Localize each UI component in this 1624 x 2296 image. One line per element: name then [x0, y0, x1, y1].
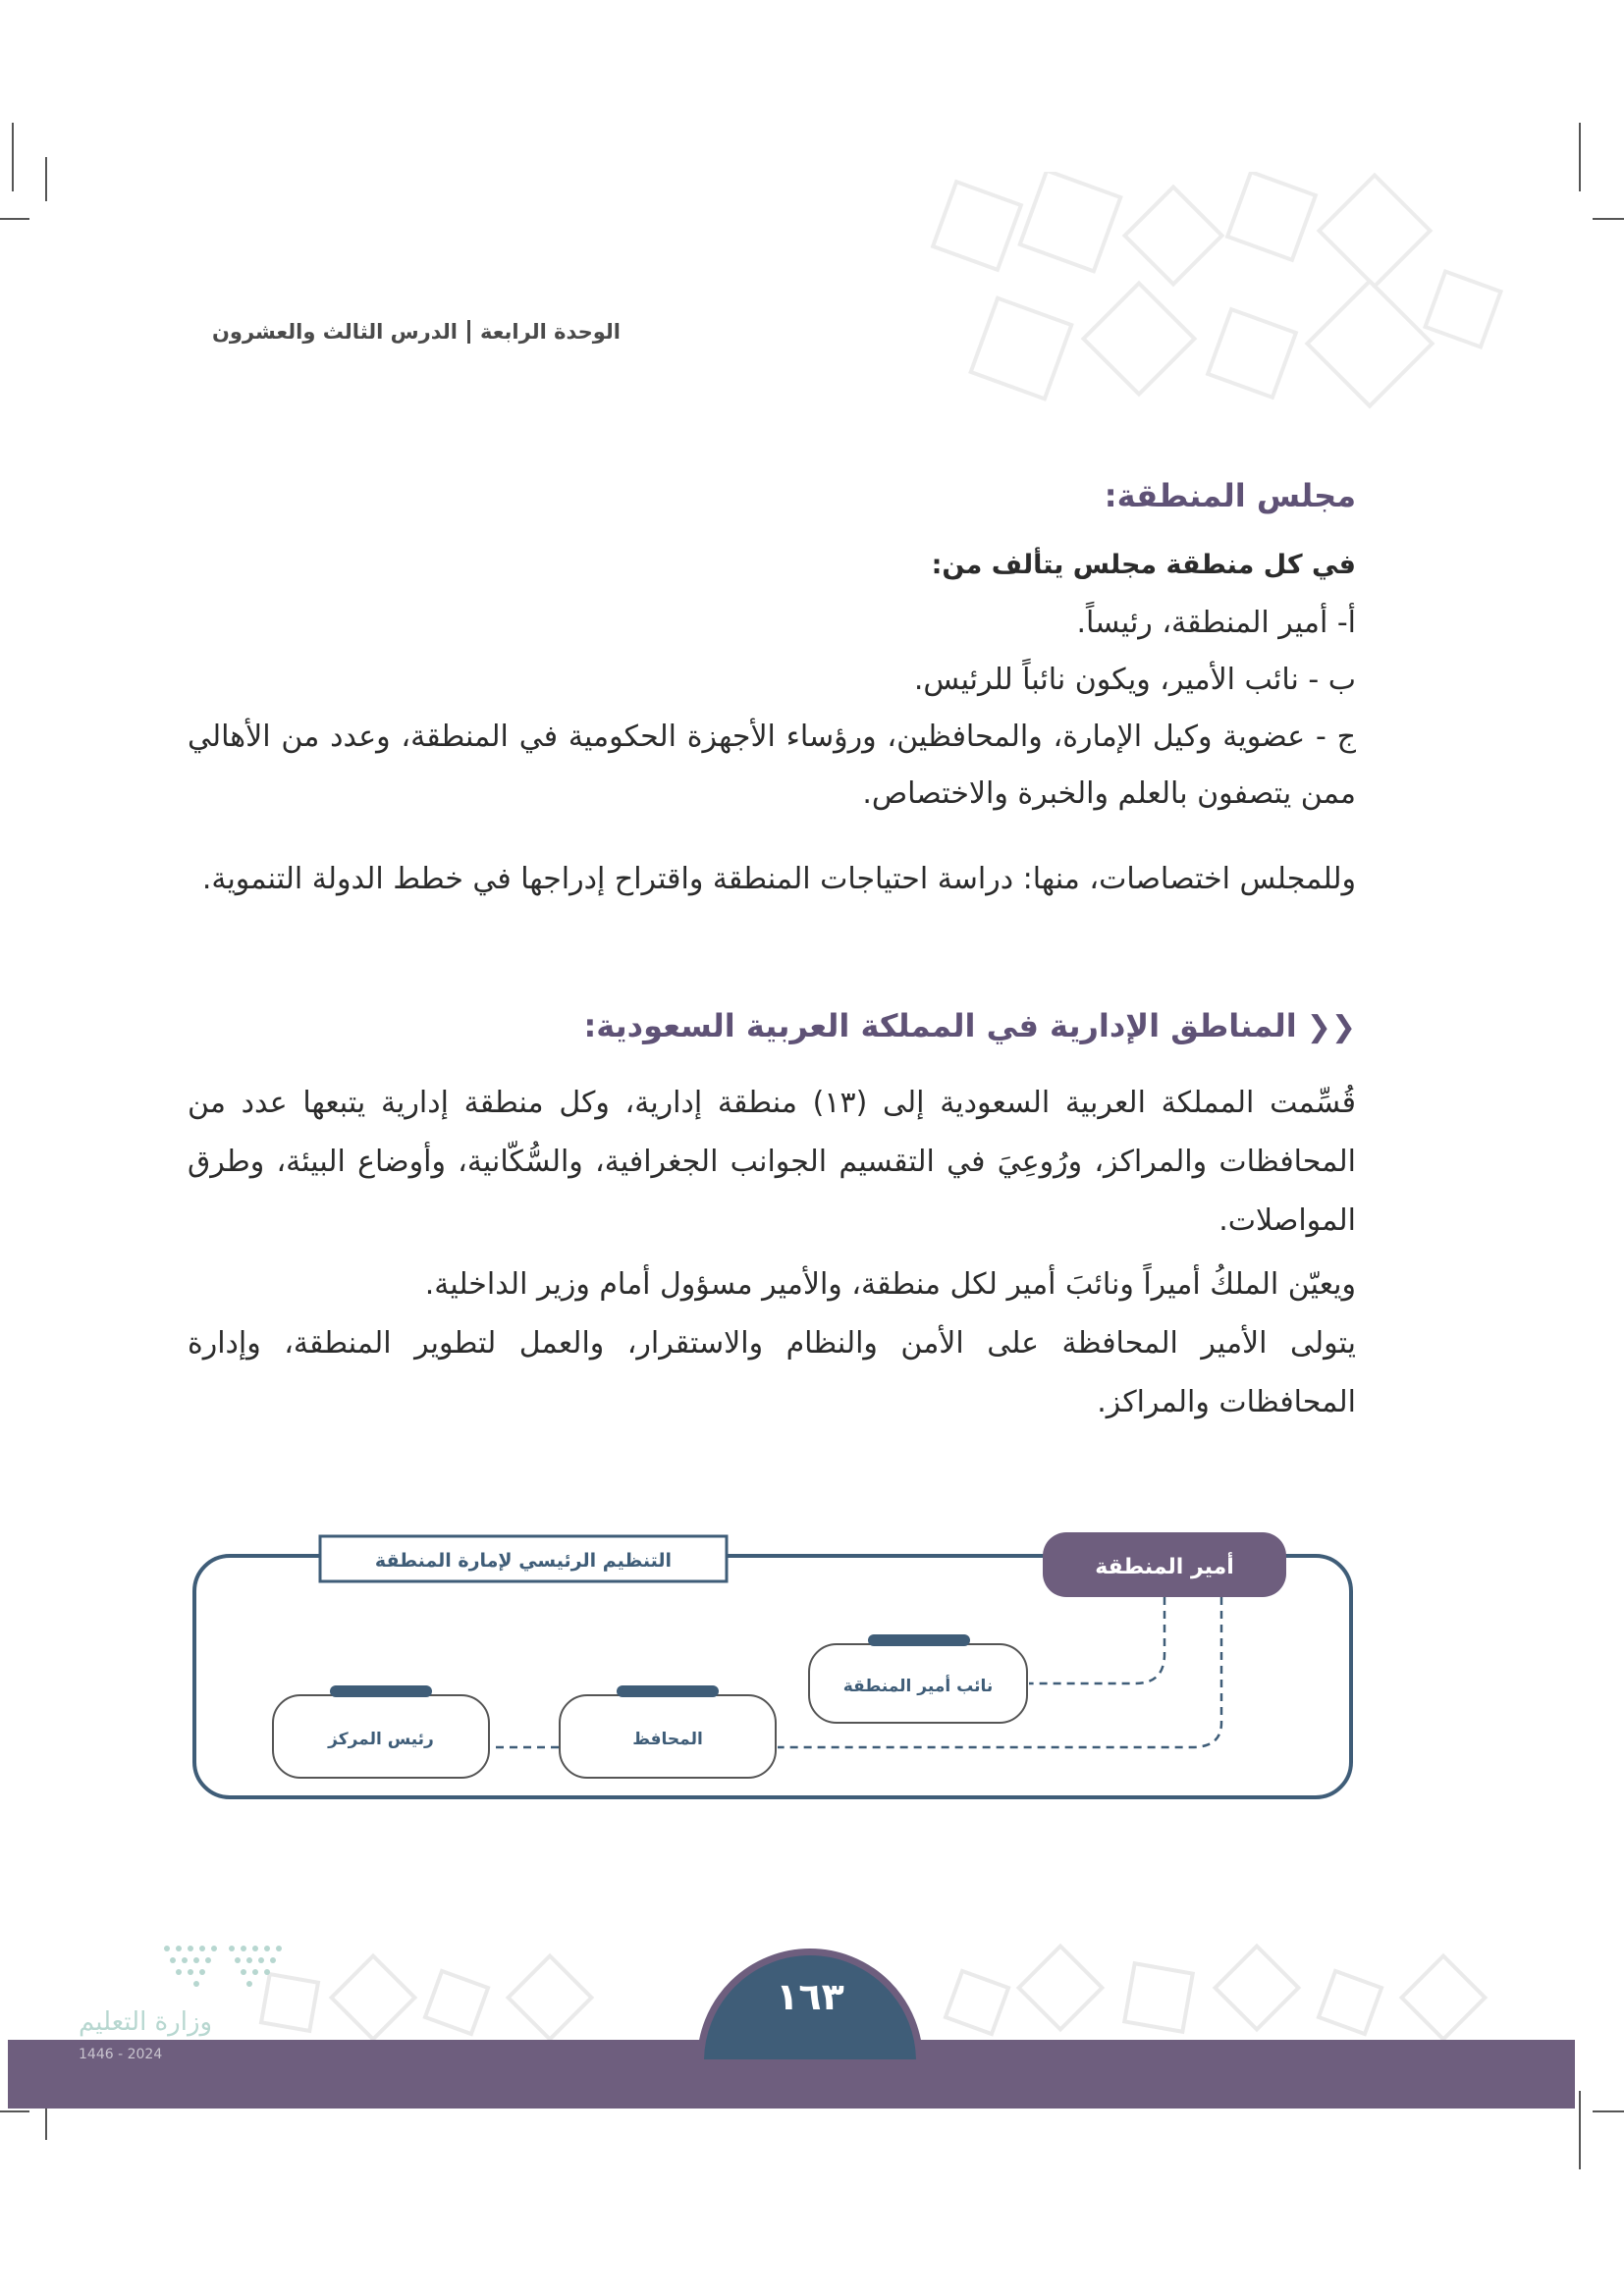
- deputy-label: نائب أمير المنطقة: [842, 1677, 994, 1696]
- regions-paragraph: ويعيّن الملكُ أميراً ونائبَ أمير لكل منطقة، والأمير مسؤول أمام وزير الداخلية.: [424, 1267, 1356, 1302]
- connector-deputy: [1029, 1597, 1164, 1683]
- ministry-year: 2024 - 1446: [79, 2047, 163, 2062]
- council-item-b: ب - نائب الأمير، ويكون نائباً للرئيس.: [913, 663, 1356, 697]
- ministry-dots-icon: [157, 1939, 295, 1998]
- crop-mark: [12, 123, 14, 191]
- double-chevron-icon: ❮❮: [1306, 1010, 1356, 1044]
- center-head-label: رئيس المركز: [328, 1730, 434, 1749]
- crop-mark: [1579, 123, 1581, 191]
- crop-mark: [1593, 218, 1624, 220]
- council-powers: وللمجلس اختصاصات، منها: دراسة احتياجات المنطقة واقتراح إدراجها في خطط الدولة التنموية.: [201, 862, 1356, 896]
- council-heading: مجلس المنطقة:: [1104, 477, 1356, 514]
- crop-mark: [45, 157, 47, 201]
- ministry-logo: [79, 1939, 295, 2086]
- decorative-pattern: [923, 172, 1512, 427]
- running-header: [189, 320, 621, 344]
- regions-paragraph: يتولى الأمير المحافظة على الأمن والنظام والاستقرار، والعمل لتطوير المنطقة، وإدارة المحافظات والمراكز.: [188, 1326, 1356, 1419]
- org-diagram: [190, 1526, 1355, 1801]
- header-separator: [467, 320, 470, 344]
- regions-paragraph: قُسِّمت المملكة العربية السعودية إلى (١٣) منطقة إدارية، وكل منطقة إدارية يتبعها عدد من المحافظات والمراكز، ورُوعِيَ في التقسيم الجوانب الجغرافية، والسُّكّانية، وأوضاع البيئة، وطرق المواصلات.: [188, 1086, 1357, 1238]
- top-node-label: أمير المنطقة: [1095, 1555, 1234, 1579]
- unit-label: الوحدة الرابعة: [479, 320, 621, 344]
- page-number: ١٦٣: [776, 1975, 844, 2018]
- council-intro: في كل منطقة مجلس يتألف من:: [931, 550, 1356, 580]
- center-head-tab: [330, 1685, 432, 1697]
- crop-mark: [1593, 2110, 1624, 2112]
- diagram-title: التنظيم الرئيسي لإمارة المنطقة: [374, 1550, 673, 1572]
- regions-heading: [188, 1007, 1356, 1044]
- crop-mark: [1579, 2091, 1581, 2169]
- governor-label: المحافظ: [632, 1730, 703, 1749]
- council-item-c: ج - عضوية وكيل الإمارة، والمحافظين، ورؤساء الأجهزة الحكومية في المنطقة، وعدد من الأهالي ممن يتصفون بالعلم والخبرة والاختصاص.: [188, 720, 1356, 811]
- council-item-a: أ- أمير المنطقة، رئيساً.: [1076, 606, 1356, 640]
- crop-mark: [0, 2110, 29, 2112]
- governor-tab: [617, 1685, 719, 1697]
- ministry-name: وزارة التعليم: [79, 2007, 213, 2037]
- crop-mark: [0, 218, 29, 220]
- deputy-tab: [868, 1634, 970, 1646]
- regions-heading-text: المناطق الإدارية في المملكة العربية السعودية:: [583, 1007, 1297, 1044]
- lesson-label: الدرس الثالث والعشرون: [211, 320, 458, 344]
